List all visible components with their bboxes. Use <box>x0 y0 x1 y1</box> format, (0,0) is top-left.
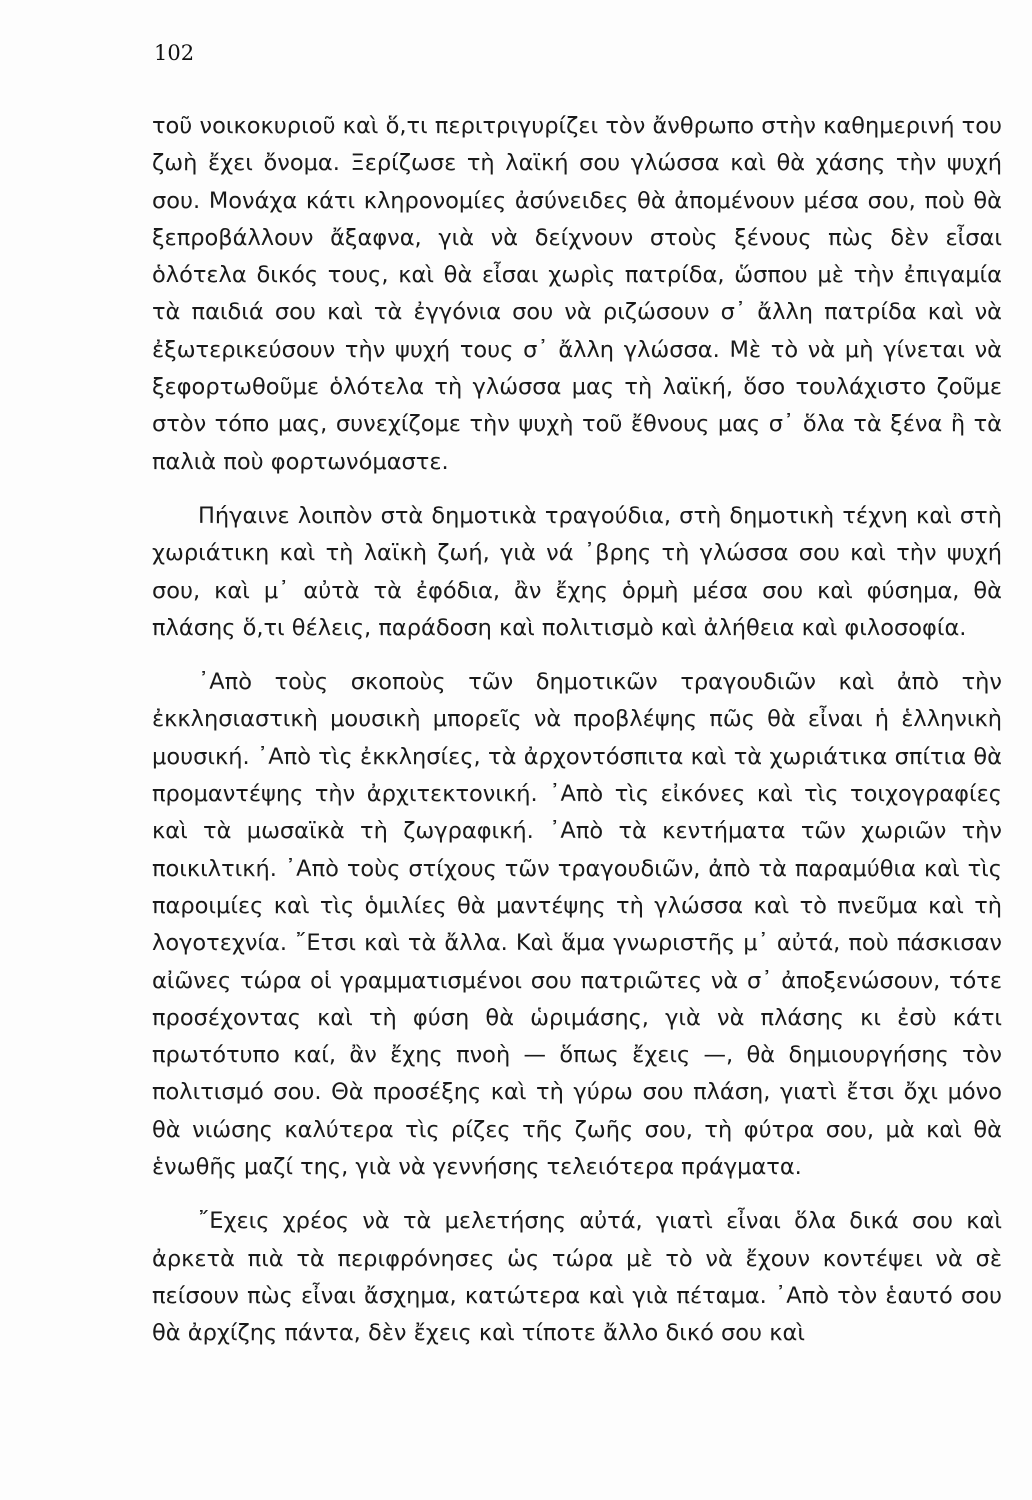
paragraph-4: ῎Εχεις χρέος νὰ τὰ μελετήσης αὐτά, γιατὶ εἶναι ὅλα δικά σου καὶ ἀρκετὰ πιὰ τὰ περιφρόνησες ὡς τώρα μὲ τὸ νὰ ἔχουν κοντέψει νὰ σὲ πείσουν πὼς εἶναι ἄσχημα, κατώτερα καὶ γιὰ πέταμα. ᾽Απὸ τὸν ἑαυτό σου θὰ ἀρχίζης πάντα, δὲν ἔχεις καὶ τίποτε ἄλλο δικό σου καὶ <box>152 1208 1002 1347</box>
paragraph-2: Πήγαινε λοιπὸν στὰ δημοτικὰ τραγούδια, στὴ δημοτικὴ τέχνη καὶ στὴ χωριάτικη καὶ τὴ λαϊκὴ ζωή, γιὰ νά ᾽βρης τὴ γλώσσα σου καὶ τὴν ψυχή σου, καὶ μ᾽ αὐτὰ τὰ ἐφόδια, ἂν ἔχης ὁρμὴ μέσα σου καὶ φύσημα, θὰ πλάσης ὅ,τι θέλεις, παράδοση καὶ πολιτισμὸ καὶ ἀλήθεια καὶ φιλοσοφία. <box>152 502 1002 641</box>
paragraph-3: ᾽Απὸ τοὺς σκοποὺς τῶν δημοτικῶν τραγουδιῶν καὶ ἀπὸ τὴν ἐκκλησιαστικὴ μουσικὴ μπορεῖς νὰ προβλέψης πῶς θὰ εἶναι ἡ ἑλληνικὴ μουσική. ᾽Απὸ τὶς ἐκκλησίες, τὰ ἀρχοντόσπιτα καὶ τὰ χωριάτικα σπίτια θὰ προμαντέψης τὴν ἀρχιτεκτονική. ᾽Απὸ τὶς εἰκόνες καὶ τὶς τοιχογραφίες καὶ τὰ μωσαϊκὰ τὴ ζωγραφική. ᾽Απὸ τὰ κεντήματα τῶν χωριῶν τὴν ποικιλτική. ᾽Απὸ τοὺς στίχους τῶν τραγουδιῶν, ἀπὸ τὰ παραμύθια καὶ τὶς παροιμίες καὶ τὶς ὁμιλίες θὰ μαντέψης τὴ γλώσσα καὶ τὸ πνεῦμα καὶ τὴ λογοτεχνία. ῎Ετσι καὶ τὰ ἄλλα. Καὶ ἅμα γνωριστῆς μ᾽ αὐτά, ποὺ πάσκισαν αἰῶνες τώρα οἱ γραμματισμένοι σου πατριῶτες νὰ σ᾽ ἀποξενώσουν, τότε προσέχοντας καὶ τὴ φύση θὰ ὡριμάσης, γιὰ νὰ πλάσης κι ἐσὺ κάτι πρωτότυπο καί, ἂν ἔχης πνοὴ — ὅπως ἔχεις —, θὰ δημιουργήσης τὸν πολιτισμό σου. Θὰ προσέξης καὶ τὴ γύρω σου πλάση, γιατὶ ἔτσι ὄχι μόνο θὰ νιώσης καλύτερα τὶς ρίζες τῆς ζωῆς σου, τὴ φύτρα σου, μὰ καὶ θὰ ἑνωθῆς μαζί της, γιὰ νὰ γεννήσης τελειότερα πράγματα. <box>152 669 1002 1181</box>
paragraph-1: τοῦ νοικοκυριοῦ καὶ ὅ,τι περιτριγυρίζει τὸν ἄνθρωπο στὴν καθημερινή του ζωὴ ἔχει ὄνομα. Ξερίζωσε τὴ λαϊκή σου γλώσσα καὶ θὰ χάσης τὴν ψυχή σου. Μονάχα κάτι κληρονομίες ἀσύνειδες θὰ ἀπομένουν μέσα σου, ποὺ θὰ ξεπροβάλλουν ἄξαφνα, γιὰ νὰ δείχνουν στοὺς ξένους πὼς δὲν εἶσαι ὁλότελα δικός τους, καὶ θὰ εἶσαι χωρὶς πατρίδα, ὥσπου μὲ τὴν ἐπιγαμία τὰ παιδιά σου καὶ τὰ ἐγγόνια σου νὰ ριζώσουν σ᾽ ἄλλη πατρίδα καὶ νὰ ἐξωτερικεύσουν τὴν ψυχή τους σ᾽ ἄλλη γλώσσα. Μὲ τὸ νὰ μὴ γίνεται νὰ ξεφορτωθοῦμε ὁλότελα τὴ γλώσσα μας τὴ λαϊκή, ὅσο τουλάχιστο ζοῦμε στὸν τόπο μας, συνεχίζομε τὴν ψυχὴ τοῦ ἔθνους μας σ᾽ ὅλα τὰ ξένα ἢ τὰ παλιὰ ποὺ φορτωνόμαστε. <box>152 113 1002 475</box>
page-number: 102 <box>154 41 195 65</box>
body-text <box>152 108 1002 1353</box>
